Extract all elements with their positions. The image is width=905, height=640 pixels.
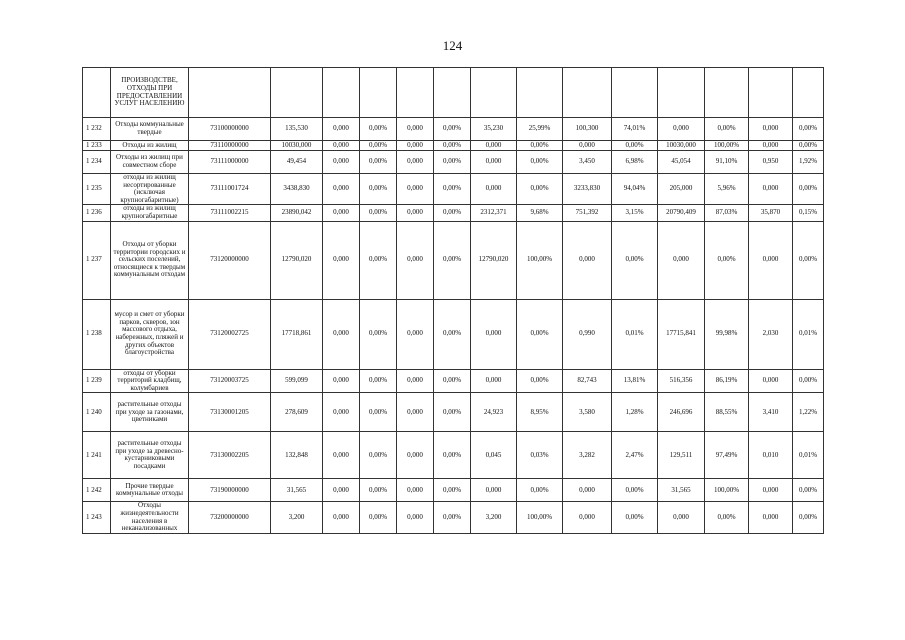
cell-num: 1 235 — [83, 174, 111, 205]
cell-p3: 0,00% — [517, 369, 563, 393]
cell-p4: 74,01% — [612, 118, 658, 141]
cell-name: ПРОИЗВОДСТВЕ, ОТХОДЫ ПРИ ПРЕДОСТАВЛЕНИИ УСЛУГ НАСЕЛЕНИЮ — [111, 68, 189, 118]
cell-v2: 0,000 — [397, 479, 434, 502]
cell-v5: 129,511 — [658, 432, 705, 479]
table-row — [83, 369, 824, 393]
cell-p5: 88,55% — [705, 393, 749, 432]
cell-v4: 3233,830 — [563, 174, 612, 205]
cell-p1: 0,00% — [360, 479, 397, 502]
cell-p4: 0,00% — [612, 221, 658, 299]
table-row — [83, 393, 824, 432]
page-number: 124 — [442, 38, 463, 53]
cell-p5: 97,49% — [705, 432, 749, 479]
cell-v3: 0,045 — [471, 432, 517, 479]
cell-v3: 0,000 — [471, 141, 517, 151]
cell-p5: 0,00% — [705, 221, 749, 299]
cell-p4: 0,01% — [612, 299, 658, 369]
cell-p1: 0,00% — [360, 369, 397, 393]
cell-v2: 0,000 — [397, 432, 434, 479]
cell-p6: 0,00% — [793, 479, 824, 502]
cell-num: 1 236 — [83, 205, 111, 221]
table-row — [83, 502, 824, 533]
table-row — [83, 221, 824, 299]
cell-v2: 0,000 — [397, 151, 434, 174]
cell-v6: 0,000 — [749, 174, 793, 205]
cell-p2: 0,00% — [434, 369, 471, 393]
cell-v1: 0,000 — [323, 151, 360, 174]
cell-p6: 0,00% — [793, 502, 824, 533]
cell-v4: 0,000 — [563, 502, 612, 533]
cell-total: 49,454 — [271, 151, 323, 174]
cell-v2: 0,000 — [397, 393, 434, 432]
cell-v5 — [658, 68, 705, 118]
cell-p4: 0,00% — [612, 141, 658, 151]
cell-v3: 24,923 — [471, 393, 517, 432]
cell-v1: 0,000 — [323, 369, 360, 393]
table-row — [83, 432, 824, 479]
cell-name: Отходы жизнедеятельности населения в неканализованных — [111, 502, 189, 533]
cell-code: 73111002215 — [189, 205, 271, 221]
cell-v5: 246,696 — [658, 393, 705, 432]
cell-code: 73120003725 — [189, 369, 271, 393]
cell-v1: 0,000 — [323, 479, 360, 502]
cell-total: 278,609 — [271, 393, 323, 432]
cell-code: 73130001205 — [189, 393, 271, 432]
cell-p1: 0,00% — [360, 502, 397, 533]
cell-p4: 94,04% — [612, 174, 658, 205]
cell-p1: 0,00% — [360, 174, 397, 205]
cell-total — [271, 68, 323, 118]
cell-v4: 3,282 — [563, 432, 612, 479]
cell-v3: 0,000 — [471, 151, 517, 174]
cell-v2: 0,000 — [397, 174, 434, 205]
cell-v5: 516,356 — [658, 369, 705, 393]
cell-num: 1 237 — [83, 221, 111, 299]
cell-p5: 0,00% — [705, 118, 749, 141]
cell-p3: 100,00% — [517, 502, 563, 533]
cell-total: 10030,000 — [271, 141, 323, 151]
cell-v5: 45,054 — [658, 151, 705, 174]
cell-v4: 0,000 — [563, 479, 612, 502]
cell-num: 1 234 — [83, 151, 111, 174]
cell-p5: 100,00% — [705, 141, 749, 151]
cell-p2: 0,00% — [434, 174, 471, 205]
cell-v2: 0,000 — [397, 118, 434, 141]
cell-v6: 0,000 — [749, 369, 793, 393]
cell-v4: 0,000 — [563, 141, 612, 151]
cell-v1: 0,000 — [323, 205, 360, 221]
cell-p2: 0,00% — [434, 205, 471, 221]
cell-name: Прочие твердые коммунальные отходы — [111, 479, 189, 502]
cell-p1: 0,00% — [360, 205, 397, 221]
cell-p1: 0,00% — [360, 432, 397, 479]
cell-v5: 17715,841 — [658, 299, 705, 369]
cell-p1: 0,00% — [360, 151, 397, 174]
cell-num: 1 243 — [83, 502, 111, 533]
cell-num: 1 233 — [83, 141, 111, 151]
cell-p6: 0,01% — [793, 432, 824, 479]
cell-total: 31,565 — [271, 479, 323, 502]
cell-name: Отходы коммунальные твердые — [111, 118, 189, 141]
cell-p4: 13,81% — [612, 369, 658, 393]
cell-code — [189, 68, 271, 118]
cell-p5: 99,98% — [705, 299, 749, 369]
cell-p3: 0,00% — [517, 151, 563, 174]
cell-v5: 0,000 — [658, 221, 705, 299]
cell-v4: 3,450 — [563, 151, 612, 174]
cell-p5: 86,19% — [705, 369, 749, 393]
cell-p4: 1,28% — [612, 393, 658, 432]
cell-p3: 8,95% — [517, 393, 563, 432]
cell-v4 — [563, 68, 612, 118]
cell-code: 73111001724 — [189, 174, 271, 205]
cell-v3 — [471, 68, 517, 118]
cell-v4: 0,990 — [563, 299, 612, 369]
cell-v6: 0,010 — [749, 432, 793, 479]
cell-v2: 0,000 — [397, 502, 434, 533]
cell-v1: 0,000 — [323, 221, 360, 299]
cell-v5: 10030,000 — [658, 141, 705, 151]
cell-v1 — [323, 68, 360, 118]
cell-p6: 0,00% — [793, 118, 824, 141]
cell-p5: 0,00% — [705, 502, 749, 533]
cell-p1: 0,00% — [360, 118, 397, 141]
cell-v1: 0,000 — [323, 393, 360, 432]
table-row — [83, 205, 824, 221]
cell-p6 — [793, 68, 824, 118]
cell-p2: 0,00% — [434, 479, 471, 502]
cell-p1: 0,00% — [360, 393, 397, 432]
cell-v3: 0,000 — [471, 479, 517, 502]
cell-p3 — [517, 68, 563, 118]
cell-p6: 1,92% — [793, 151, 824, 174]
cell-p6: 0,00% — [793, 141, 824, 151]
cell-code: 73130002205 — [189, 432, 271, 479]
cell-p2: 0,00% — [434, 141, 471, 151]
cell-total: 17718,861 — [271, 299, 323, 369]
cell-v5: 0,000 — [658, 502, 705, 533]
table-row — [83, 174, 824, 205]
cell-name: растительные отходы при уходе за газонами, цветниками — [111, 393, 189, 432]
cell-code: 73111000000 — [189, 151, 271, 174]
cell-v6: 3,410 — [749, 393, 793, 432]
cell-total: 599,099 — [271, 369, 323, 393]
cell-p5: 91,10% — [705, 151, 749, 174]
cell-v1: 0,000 — [323, 502, 360, 533]
cell-v3: 0,000 — [471, 174, 517, 205]
cell-p4: 3,15% — [612, 205, 658, 221]
cell-total: 12790,020 — [271, 221, 323, 299]
cell-name: Отходы из жилищ — [111, 141, 189, 151]
cell-num: 1 240 — [83, 393, 111, 432]
cell-p6: 0,00% — [793, 221, 824, 299]
cell-v1: 0,000 — [323, 432, 360, 479]
cell-v1: 0,000 — [323, 118, 360, 141]
cell-p3: 25,99% — [517, 118, 563, 141]
cell-v6: 2,030 — [749, 299, 793, 369]
cell-p1 — [360, 68, 397, 118]
cell-v6: 0,950 — [749, 151, 793, 174]
cell-p3: 0,00% — [517, 141, 563, 151]
cell-v6: 0,000 — [749, 502, 793, 533]
cell-v6: 35,870 — [749, 205, 793, 221]
cell-code: 73200000000 — [189, 502, 271, 533]
cell-num: 1 239 — [83, 369, 111, 393]
cell-v6: 0,000 — [749, 118, 793, 141]
cell-v6 — [749, 68, 793, 118]
cell-p3: 0,03% — [517, 432, 563, 479]
cell-name: отходы из жилищ несортированные (исключая крупногабаритные) — [111, 174, 189, 205]
cell-v4: 82,743 — [563, 369, 612, 393]
cell-p3: 9,68% — [517, 205, 563, 221]
header-row — [83, 68, 824, 118]
cell-v5: 31,565 — [658, 479, 705, 502]
table-row — [83, 118, 824, 141]
cell-code: 73110000000 — [189, 141, 271, 151]
table-row — [83, 299, 824, 369]
cell-v4: 3,580 — [563, 393, 612, 432]
table-row — [83, 141, 824, 151]
cell-name: мусор и смет от уборки парков, скверов, зон массового отдыха, набережных, пляжей и других объектов благоустройства — [111, 299, 189, 369]
cell-total: 135,530 — [271, 118, 323, 141]
cell-v2: 0,000 — [397, 221, 434, 299]
table-row — [83, 479, 824, 502]
cell-p1: 0,00% — [360, 299, 397, 369]
cell-p6: 0,01% — [793, 299, 824, 369]
cell-v1: 0,000 — [323, 141, 360, 151]
cell-p3: 0,00% — [517, 174, 563, 205]
cell-num — [83, 68, 111, 118]
cell-p4 — [612, 68, 658, 118]
cell-num: 1 241 — [83, 432, 111, 479]
cell-code: 73120002725 — [189, 299, 271, 369]
cell-p3: 0,00% — [517, 479, 563, 502]
cell-total: 3438,830 — [271, 174, 323, 205]
table-body — [83, 68, 824, 534]
cell-v3: 0,000 — [471, 299, 517, 369]
cell-v3: 3,200 — [471, 502, 517, 533]
cell-name: Отходы из жилищ при совместном сборе — [111, 151, 189, 174]
cell-v3: 12790,020 — [471, 221, 517, 299]
cell-p4: 6,98% — [612, 151, 658, 174]
cell-v2: 0,000 — [397, 369, 434, 393]
cell-total: 132,848 — [271, 432, 323, 479]
cell-v5: 20790,409 — [658, 205, 705, 221]
cell-name: отходы из жилищ крупногабаритные — [111, 205, 189, 221]
cell-p6: 0,15% — [793, 205, 824, 221]
cell-p2: 0,00% — [434, 299, 471, 369]
waste-table — [82, 67, 824, 534]
cell-p6: 0,00% — [793, 369, 824, 393]
cell-v1: 0,000 — [323, 299, 360, 369]
cell-p2: 0,00% — [434, 151, 471, 174]
cell-num: 1 238 — [83, 299, 111, 369]
cell-v3: 2312,371 — [471, 205, 517, 221]
cell-p1: 0,00% — [360, 221, 397, 299]
cell-num: 1 232 — [83, 118, 111, 141]
cell-v3: 35,230 — [471, 118, 517, 141]
cell-p5: 100,00% — [705, 479, 749, 502]
cell-name: растительные отходы при уходе за древесно-кустарниковыми посадками — [111, 432, 189, 479]
cell-p3: 100,00% — [517, 221, 563, 299]
cell-p4: 2,47% — [612, 432, 658, 479]
cell-v4: 751,392 — [563, 205, 612, 221]
cell-p2: 0,00% — [434, 502, 471, 533]
cell-p2: 0,00% — [434, 118, 471, 141]
cell-code: 73120000000 — [189, 221, 271, 299]
cell-p4: 0,00% — [612, 479, 658, 502]
cell-p1: 0,00% — [360, 141, 397, 151]
cell-total: 23890,042 — [271, 205, 323, 221]
cell-p6: 1,22% — [793, 393, 824, 432]
cell-v4: 0,000 — [563, 221, 612, 299]
cell-v1: 0,000 — [323, 174, 360, 205]
cell-v2: 0,000 — [397, 299, 434, 369]
cell-code: 73100000000 — [189, 118, 271, 141]
cell-v2: 0,000 — [397, 141, 434, 151]
cell-p2: 0,00% — [434, 393, 471, 432]
cell-code: 73190000000 — [189, 479, 271, 502]
cell-v4: 100,300 — [563, 118, 612, 141]
cell-v6: 0,000 — [749, 141, 793, 151]
cell-name: Отходы от уборки территории городских и сельских поселений, относящиеся к твердым коммунальным отходам — [111, 221, 189, 299]
cell-name: отходы от уборки территорий кладбищ, колумбариев — [111, 369, 189, 393]
table-row — [83, 151, 824, 174]
cell-p3: 0,00% — [517, 299, 563, 369]
cell-v6: 0,000 — [749, 221, 793, 299]
cell-num: 1 242 — [83, 479, 111, 502]
cell-p5: 5,96% — [705, 174, 749, 205]
cell-p2: 0,00% — [434, 432, 471, 479]
cell-p5 — [705, 68, 749, 118]
cell-total: 3,200 — [271, 502, 323, 533]
cell-v5: 0,000 — [658, 118, 705, 141]
cell-v3: 0,000 — [471, 369, 517, 393]
cell-p2 — [434, 68, 471, 118]
cell-v6: 0,000 — [749, 479, 793, 502]
cell-p6: 0,00% — [793, 174, 824, 205]
cell-v2: 0,000 — [397, 205, 434, 221]
cell-p2: 0,00% — [434, 221, 471, 299]
cell-p4: 0,00% — [612, 502, 658, 533]
cell-v5: 205,000 — [658, 174, 705, 205]
cell-v2 — [397, 68, 434, 118]
cell-p5: 87,03% — [705, 205, 749, 221]
